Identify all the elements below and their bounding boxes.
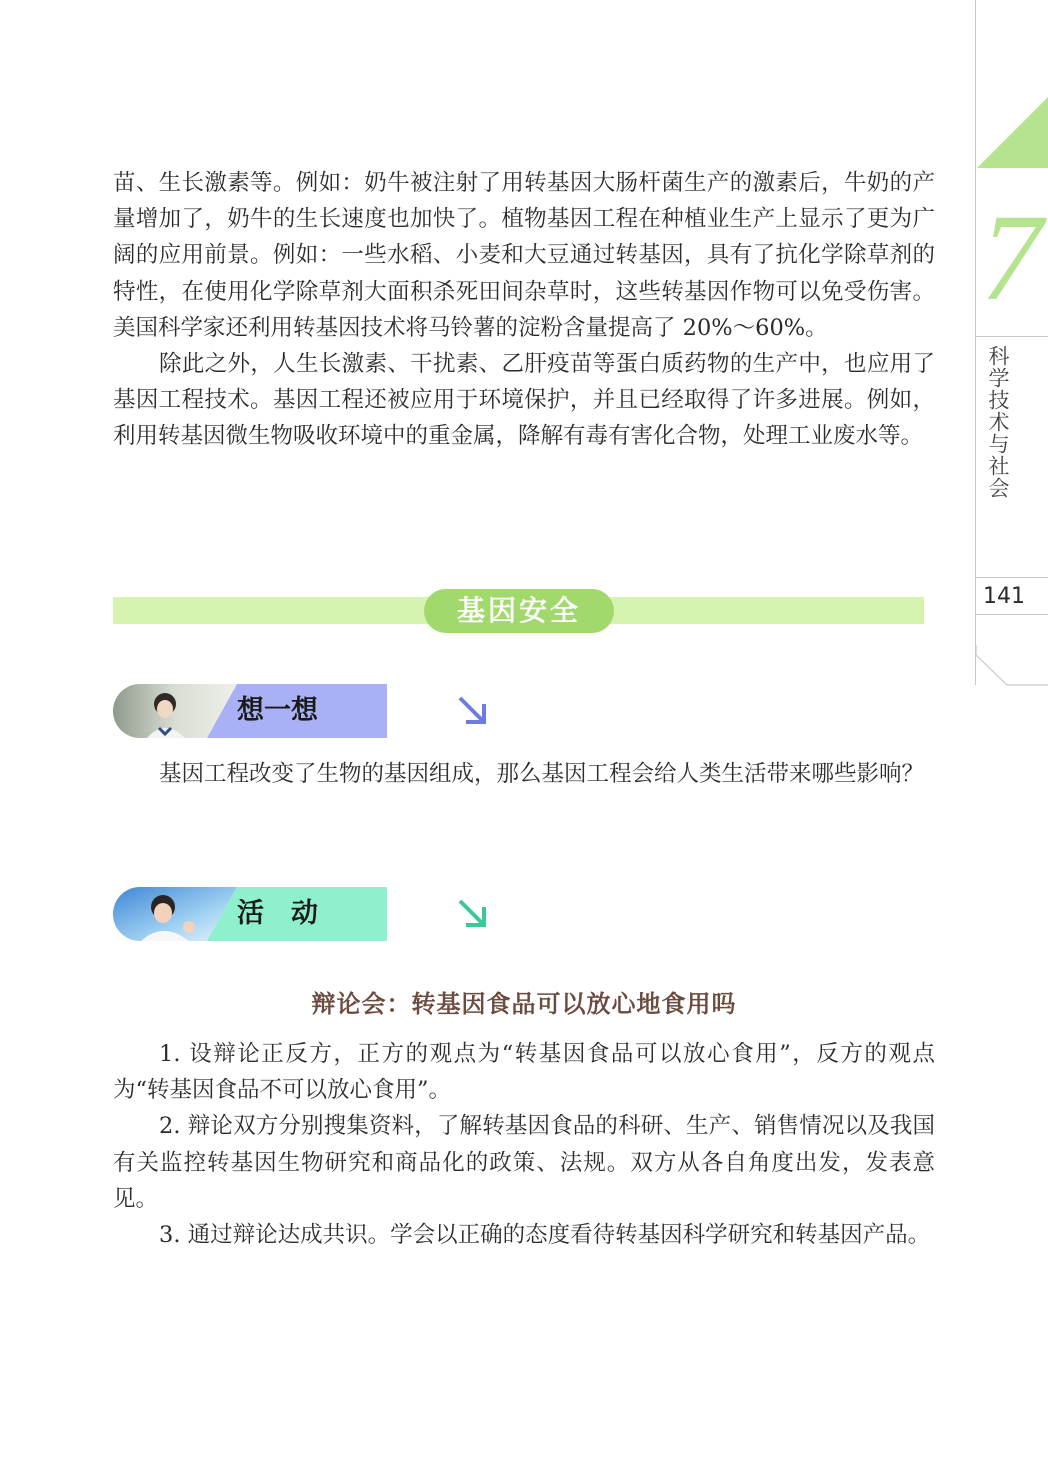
- activity-steps: [113, 1036, 935, 1253]
- paragraph: 苗、生长激素等。例如：奶牛被注射了用转基因大肠杆菌生产的激素后，牛奶的产量增加了，奶牛的生长速度也加快了。植物基因工程在种植业生产上显示了更为广阔的应用前景。例如：一些水稻、小麦和大豆通过转基因，具有了抗化学除草剂的特性，在使用化学除草剂大面积杀死田间杂草时，这些转基因作物可以免受伤害。美国科学家还利用转基因技术将马铃薯的淀粉含量提高了 20%～60%。: [113, 170, 935, 341]
- activity-step: 2. 辩论双方分别搜集资料，了解转基因食品的科研、生产、销售情况以及我国有关监控转基因生物研究和商品化的政策、法规。双方从各自角度出发，发表意见。: [113, 1113, 935, 1212]
- arrow-down-right-icon: [456, 897, 490, 931]
- arrow-down-right-icon: [456, 694, 490, 728]
- paragraph: 基因工程改变了生物的基因组成，那么基因工程会给人类生活带来哪些影响？: [159, 761, 925, 787]
- activity-step: 3. 通过辩论达成共识。学会以正确的态度看待转基因科学研究和转基因产品。: [159, 1222, 931, 1249]
- activity-label-text: 活 动: [237, 898, 318, 929]
- page-number: 141: [983, 584, 1025, 609]
- chapter-tab-triangle: [977, 97, 1048, 169]
- chapter-tab-corner: [975, 645, 1048, 687]
- intro-text: [113, 165, 935, 455]
- chapter-number: 7: [980, 189, 1043, 326]
- chapter-title: 科学技术与社会: [986, 345, 1010, 499]
- tab-divider: [976, 614, 1048, 615]
- activity-title: 辩论会：转基因食品可以放心地食用吗: [311, 990, 737, 1018]
- think-label: [113, 684, 387, 738]
- think-label-text: 想一想: [237, 695, 318, 726]
- tab-divider: [976, 336, 1048, 337]
- tab-divider: [976, 577, 1048, 578]
- activity-label: [113, 887, 387, 941]
- activity-step: 1. 设辩论正反方，正方的观点为“转基因食品可以放心食用”，反方的观点为“转基因食品不可以放心食用”。: [113, 1041, 935, 1104]
- paragraph: 除此之外，人生长激素、干扰素、乙肝疫苗等蛋白质药物的生产中，也应用了基因工程技术。基因工程还被应用于环境保护，并且已经取得了许多进展。例如，利用转基因微生物吸收环境中的重金属，降解有毒有害化合物，处理工业废水等。: [113, 351, 935, 450]
- think-question: [113, 756, 935, 792]
- section-title: 基因安全: [424, 589, 614, 633]
